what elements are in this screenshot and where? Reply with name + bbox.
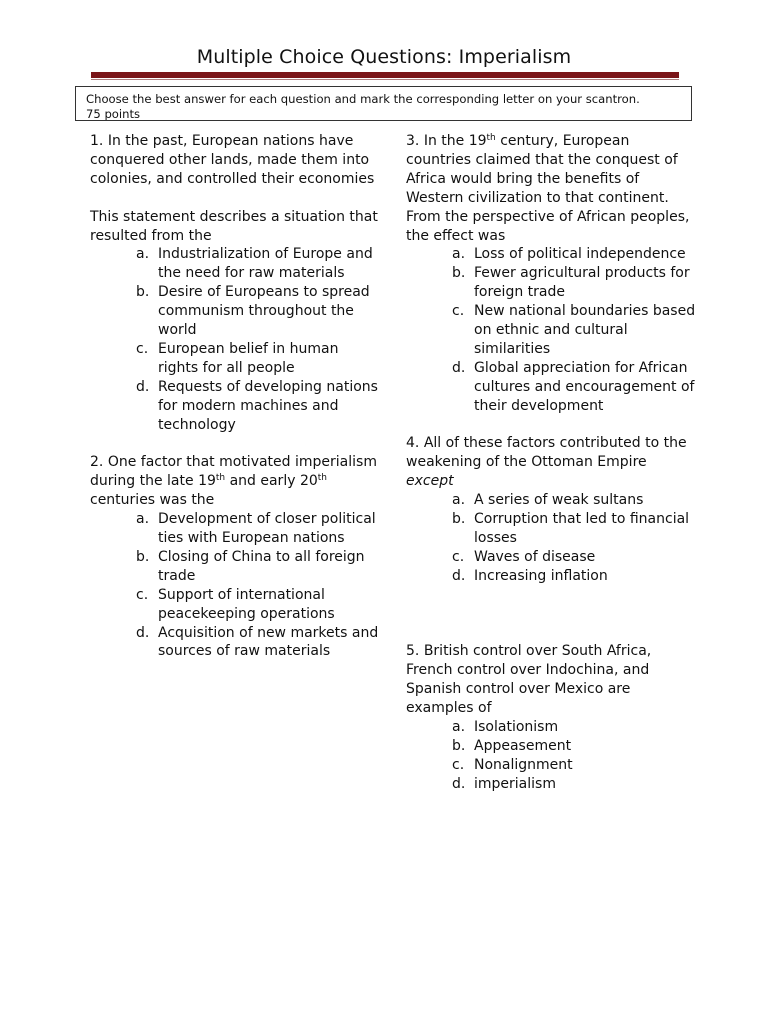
question-prompt-part: In the 19 (423, 133, 487, 149)
answer-option[interactable] (136, 510, 380, 548)
question-prompt-part: century, European countries claimed that the conquest of Africa would bring the benefits of Western civilization to that continent. (406, 133, 678, 206)
question-1-text (90, 132, 380, 189)
answer-letter: a. (136, 246, 150, 263)
answer-letter: b. (452, 511, 466, 528)
question-number: 1. (90, 133, 104, 149)
answer-letter: b. (452, 265, 466, 282)
answer-letter: b. (452, 737, 466, 754)
answer-letter: c. (452, 303, 465, 320)
answer-letter: d. (452, 775, 466, 792)
answer-option[interactable] (452, 245, 696, 264)
points-text: 75 points (86, 107, 141, 121)
left-column (90, 132, 380, 661)
answer-text: A series of weak sultans (474, 492, 644, 509)
answer-text: Waves of disease (474, 548, 596, 565)
answer-letter: d. (136, 378, 150, 395)
page-title: Multiple Choice Questions: Imperialism (196, 46, 572, 68)
question-prompt-part: centuries was the (90, 492, 215, 509)
answer-letter: b. (136, 284, 150, 301)
answer-letter: a. (452, 492, 466, 509)
instructions-box (75, 86, 692, 121)
answer-option[interactable] (136, 283, 380, 340)
question-number: 3. (406, 133, 420, 149)
question-2-text (90, 453, 380, 510)
answer-option[interactable] (452, 718, 696, 737)
answer-option[interactable] (452, 775, 696, 794)
answer-text: Development of closer political ties with European nations (158, 511, 376, 546)
answer-option[interactable] (452, 302, 696, 359)
answer-text: imperialism (474, 775, 556, 792)
answer-list (90, 510, 380, 661)
ordinal-superscript: th (215, 473, 226, 484)
question-prompt-part: One factor that motivated imperialism during the late 19 (90, 454, 377, 490)
answer-letter: a. (452, 719, 466, 736)
ordinal-superscript: th (317, 473, 327, 484)
answer-option[interactable] (136, 624, 380, 662)
answer-letter: d. (452, 567, 466, 584)
answer-option[interactable] (452, 737, 696, 756)
question-prompt: In the past, European nations have conquered other lands, made them into colonies, and controlled their economies (90, 133, 375, 187)
answer-text: New national boundaries based on ethnic and cultural similarities (474, 303, 696, 357)
question-4 (406, 434, 696, 585)
answer-text: Fewer agricultural products for foreign trade (474, 265, 690, 301)
answer-option[interactable] (136, 245, 380, 283)
answer-list (406, 491, 696, 586)
answer-text: Corruption that led to financial losses (474, 511, 690, 547)
answer-list (406, 718, 696, 794)
answer-text: Isolationism (474, 719, 559, 736)
right-column (406, 132, 696, 794)
title-rule-thin (91, 79, 679, 80)
answer-letter: c. (136, 340, 149, 357)
answer-letter: c. (452, 756, 465, 773)
answer-letter: c. (452, 548, 465, 565)
question-1-stem: This statement describes a situation that resulted from the (90, 208, 378, 244)
answer-letter: d. (136, 624, 150, 641)
answer-text: Global appreciation for African cultures and encouragement of their development (474, 359, 695, 414)
answer-text: Loss of political independence (474, 246, 686, 263)
answer-text: Nonalignment (474, 756, 573, 773)
question-1 (90, 132, 380, 434)
question-3-text (406, 132, 696, 208)
answer-text: Requests of developing nations for modern machines and technology (158, 378, 378, 433)
answer-letter: a. (452, 246, 466, 263)
question-2 (90, 453, 380, 661)
answer-text: Support of international peacekeeping operations (158, 586, 335, 622)
answer-option[interactable] (136, 378, 380, 435)
answer-letter: b. (136, 548, 150, 565)
answer-option[interactable] (136, 340, 380, 378)
question-prompt: British control over South Africa, French control over Indochina, and Spanish control over Mexico are examples of (406, 643, 652, 717)
emphasis-except: except (406, 473, 454, 490)
answer-text: European belief in human rights for all people (158, 340, 339, 376)
question-number: 4. (406, 435, 420, 452)
answer-option[interactable] (136, 548, 380, 586)
answer-list (90, 245, 380, 434)
question-3 (406, 132, 696, 416)
answer-text: Desire of Europeans to spread communism throughout the world (158, 284, 370, 339)
answer-list (406, 245, 696, 415)
answer-option[interactable] (452, 510, 696, 548)
question-3-stem: From the perspective of African peoples, the effect was (406, 208, 690, 244)
answer-text: Increasing inflation (474, 567, 608, 584)
question-number: 2. (90, 454, 104, 471)
title-rule (91, 72, 679, 78)
question-5 (406, 642, 696, 793)
question-5-text (406, 642, 696, 718)
question-prompt: All of these factors contributed to the weakening of the Ottoman Empire (406, 435, 687, 471)
answer-letter: a. (136, 511, 150, 528)
answer-option[interactable] (452, 756, 696, 775)
answer-option[interactable] (452, 359, 696, 416)
answer-option[interactable] (136, 586, 380, 624)
question-number: 5. (406, 643, 420, 660)
answer-text: Industrialization of Europe and the need for raw materials (158, 246, 373, 282)
answer-option[interactable] (452, 491, 696, 510)
answer-text: Closing of China to all foreign trade (158, 548, 365, 584)
instructions-text: Choose the best answer for each question and mark the corresponding letter on your scantron. (86, 92, 640, 106)
question-4-text (406, 434, 696, 491)
ordinal-superscript: th (486, 133, 496, 143)
answer-text: Acquisition of new markets and sources of raw materials (158, 624, 379, 660)
answer-text: Appeasement (474, 737, 572, 754)
question-prompt-part: and early 20 (225, 473, 318, 490)
answer-option[interactable] (452, 548, 696, 567)
answer-letter: d. (452, 359, 466, 376)
answer-option[interactable] (452, 264, 696, 302)
answer-letter: c. (136, 586, 149, 603)
answer-option[interactable] (452, 567, 696, 586)
